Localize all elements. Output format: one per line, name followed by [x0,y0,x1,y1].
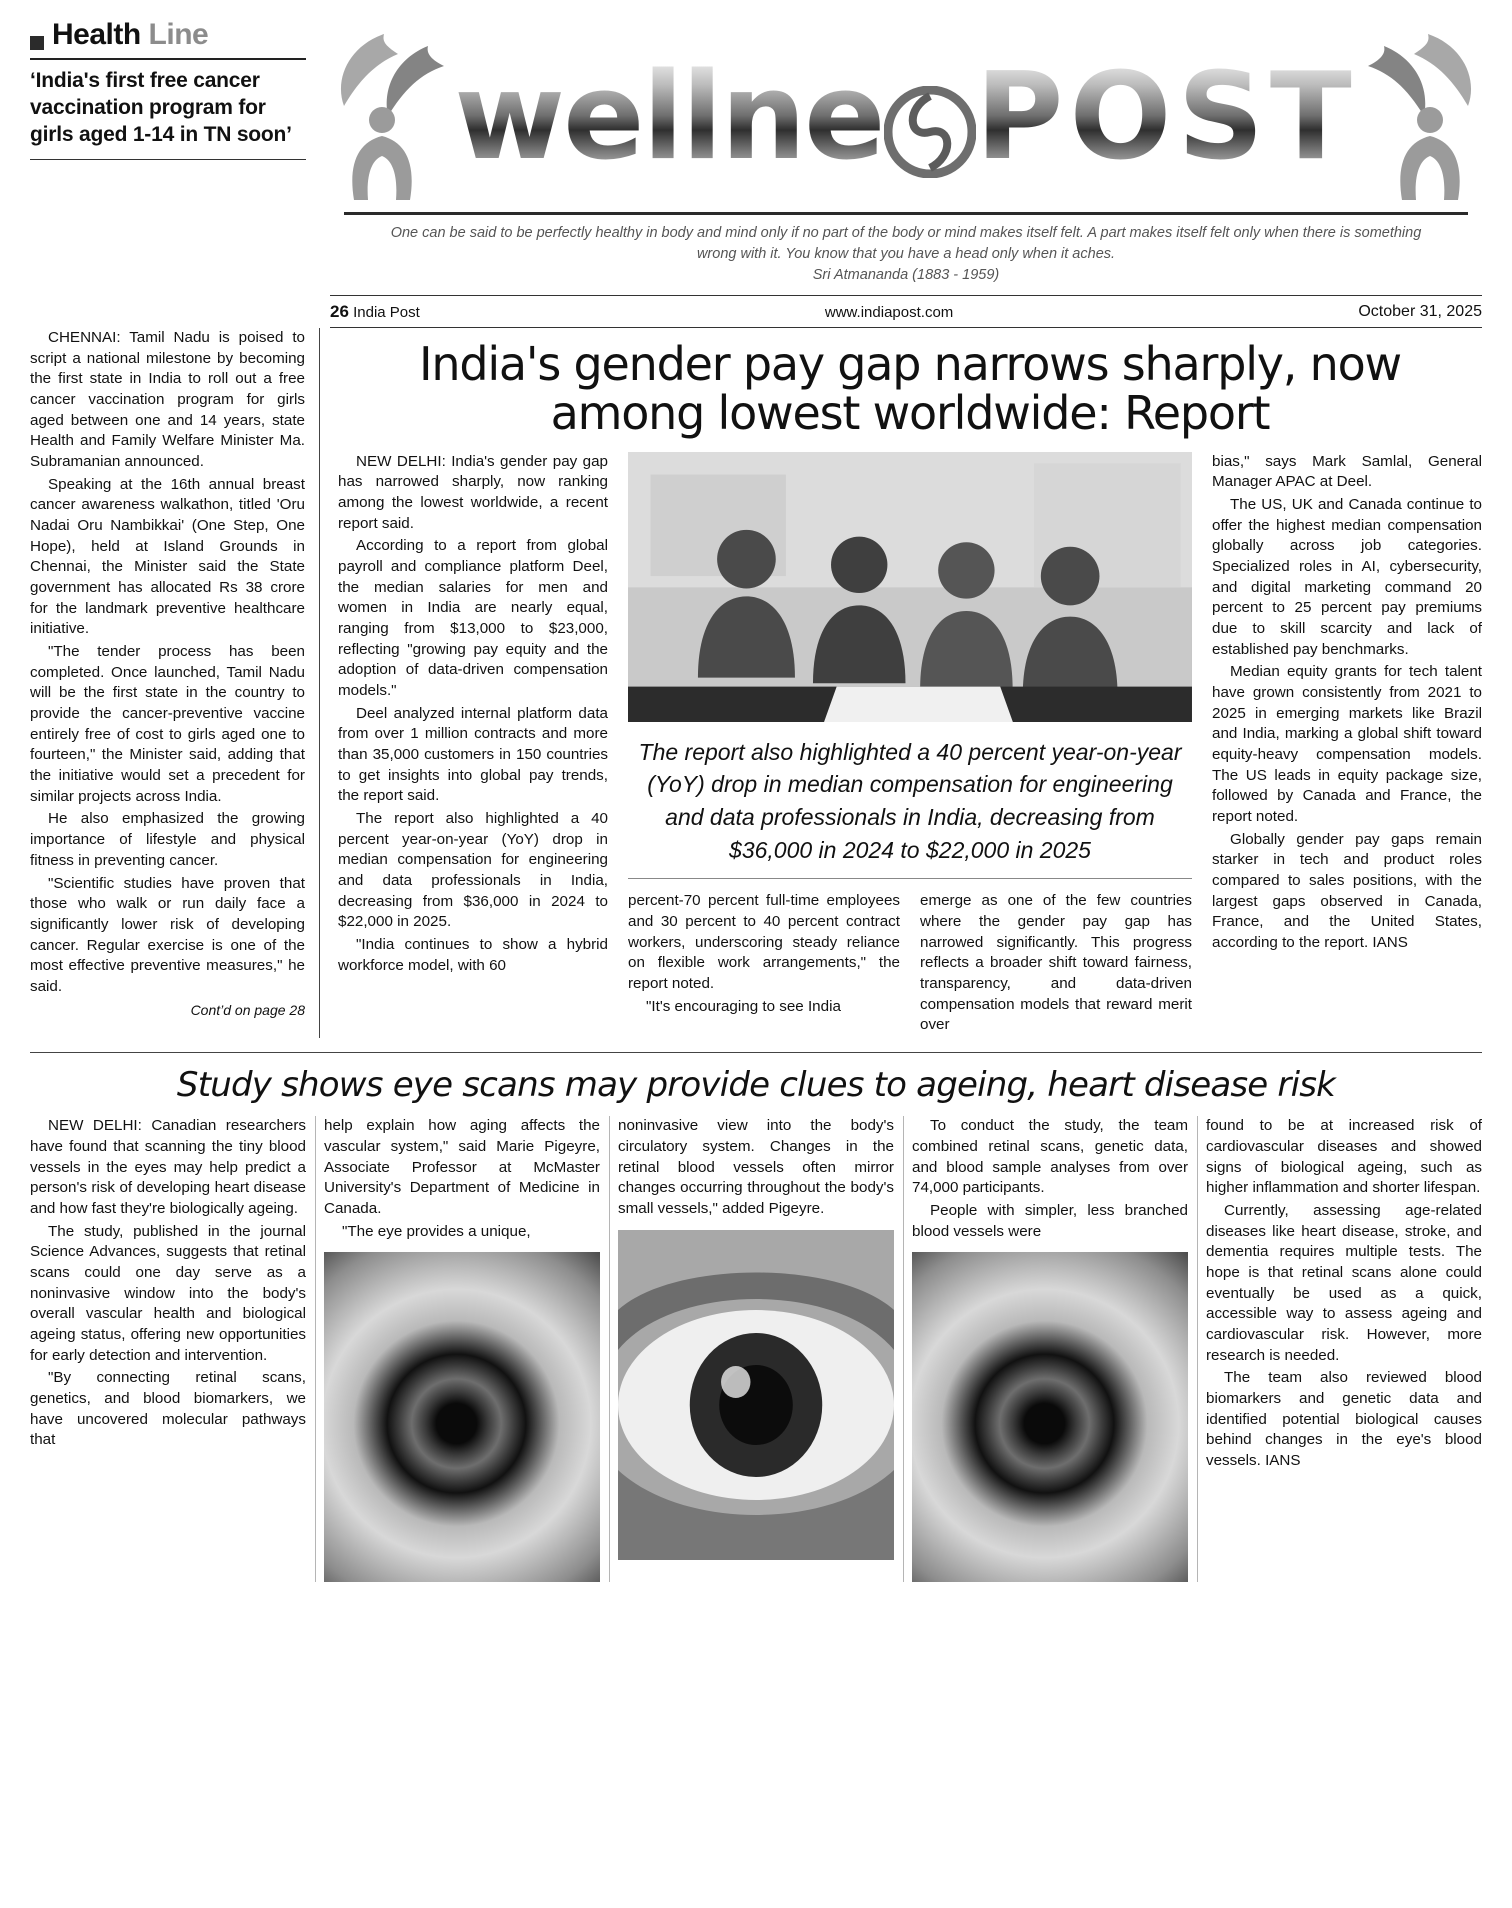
square-bullet-icon [30,36,44,50]
paragraph: CHENNAI: Tamil Nadu is poised to script a national milestone by becoming the first state in India to roll out a free cancer vaccination program for girls aged between one and 14 years, state Health and Family Welfare Minister Ma. Subramanian announced. [30,329,305,471]
paragraph: found to be at increased risk of cardiovascular diseases and showed signs of biological ageing, such as higher inflammation and shorter lifespan. [1206,1117,1482,1197]
folio-bar [330,295,1482,328]
main-headline: India's gender pay gap narrows sharply, now among lowest worldwide: Report [419,337,1401,440]
bottom-column-2 [324,1116,600,1582]
bottom-column-1 [30,1116,306,1582]
article-photo [628,452,1192,722]
leaf-swirl-icon [884,86,976,178]
paragraph: NEW DELHI: India's gender pay gap has narrowed sharply, now ranking among the lowest worldwide, a recent report said. [338,452,608,532]
section-label-light: Line [148,18,209,51]
paragraph: Deel analyzed internal platform data from over 1 million contracts and more than 35,000 customers in 150 countries to get insights into global pay trends, the report said. [338,704,608,805]
paragraph: bias," says Mark Samlal, General Manager APAC at Deel. [1212,452,1482,491]
page-body [30,328,1482,1038]
logo-wordmark [454,48,1358,187]
pull-quote: The report also highlighted a 40 percent year-on-year (YoY) drop in median compensation for engineering and data professionals in India, decreasing from $36,000 in 2024 to $22,000 in 2025 [628,736,1192,880]
paragraph: The team also reviewed blood biomarkers and genetic data and identified potential biological causes behind changes in the eye's blood vessels. IANS [1206,1369,1482,1469]
paragraph: "The eye provides a unique, [342,1222,531,1240]
paragraph: "Scientific studies have proven that those who walk or run daily face a significantly lower risk of developing cancer. Regular exercise is one of the most effective preventive measures," he said. [30,874,305,995]
left-article [30,328,320,1038]
main-subcolumns [628,891,1192,1038]
main-column-1 [338,452,608,1038]
paragraph: NEW DELHI: Canadian researchers have found that scanning the tiny blood vessels in the eyes may help predict a person's risk of developing heart disease and how fast they're biologically ageing. [30,1117,306,1217]
main-column-2 [628,452,1192,1038]
continued-note: Cont’d on page 28 [190,1001,305,1018]
paragraph: According to a report from global payroll and compliance platform Deel, the median salaries for men and women in India are nearly equal, ranging from $13,000 to $23,000, reflecting "growing pay equity and the adoption of data-driven compensation models." [338,537,608,699]
paragraph: He also emphasized the growing importance of lifestyle and physical fitness in preventing cancer. [30,810,305,869]
main-column-3 [1212,452,1482,1038]
paragraph: help explain how aging affects the vascular system," said Marie Pigeyre, Associate Professor at McMaster University's Department of Medicine in Canada. [324,1117,600,1217]
paragraph: "The tender process has been completed. Once launched, Tamil Nadu will be the first state in the country to provide the cancer-preventive vaccine entirely free of cost to girls aged one to fourteen," the Minister said, adding that the initiative would set a precedent for similar projects across India. [30,643,305,805]
eye-illustration [618,1230,894,1560]
logo-word-wellness: wellne [454,48,884,187]
page-number: 26 [330,302,349,322]
paragraph: The report also highlighted a 40 percent year-on-year (YoY) drop in median compensation for engineering and data professionals in India, decreasing from $36,000 in 2024 to $22,000 in 2025. [338,809,608,931]
bottom-article [30,1052,1482,1582]
section-label-bold: Health [52,18,141,51]
main-article-columns [338,452,1482,1038]
bottom-column-5 [1206,1116,1482,1582]
paragraph: Currently, assessing age-related diseases like heart disease, stroke, and dementia requires multiple tests. The hope is that retinal scans alone could eventually be used as a quick, accessible way to assess ageing and cardiovascular risk. However, more research is needed. [1206,1201,1482,1364]
wellness-post-logo [330,18,1482,218]
paragraph: Median equity grants for tech talent have grown consistently from 2021 to 2025 in emerging markets like Brazil and India, marking a global shift toward equity-heavy compensation models. The US leads in equity package size, followed by Canada and France, the report noted. [1212,663,1482,825]
paragraph: The US, UK and Canada continue to offer the highest median compensation globally across job categories. Specialized roles in AI, cybersecurity, and digital marketing command 20 percent to 25 percent pay premiums due to skill scarcity and lack of established pay benchmarks. [1212,495,1482,658]
masthead-quote: One can be said to be perfectly healthy in body and mind only if no part of the body or mind makes itself felt. A part makes itself felt only when there is something wrong with it. You know that you have a head only when it aches. [390,225,1422,263]
section-label [30,18,306,52]
paragraph: Speaking at the 16th annual breast cancer awareness walkathon, titled 'Oru Nadai Oru Nambikkai' (One Step, One Hope), held at Island Grounds in Chennai, the Minister said the State government has allocated Rs 38 crore for the landmark preventive healthcare initiative. [30,475,305,638]
leaf-figure-left-icon [324,24,474,214]
bottom-article-columns [30,1116,1482,1582]
publication-name: India Post [353,304,420,322]
eye-photo [618,1230,894,1560]
paragraph: "By connecting retinal scans, genetics, and blood biomarkers, we have uncovered molecular pathways that [30,1369,306,1449]
leaf-figure-right-icon [1338,24,1488,214]
divider [30,58,306,60]
paragraph: emerge as one of the few countries where the gender pay gap has narrowed significantly. This progress reflects a broader shift toward fairness, transparency, and data-driven compensation models that reward merit over [920,892,1192,1034]
paragraph: The study, published in the journal Science Advances, suggests that retinal scans could one day serve as a noninvasive window into the body's overall vascular health and biological ageing status, offering new opportunities for early detection and intervention. [30,1222,306,1364]
paragraph: People with simpler, less branched blood vessels were [912,1201,1188,1240]
bottom-headline: Study shows eye scans may provide clues to ageing, heart disease risk [176,1064,1336,1105]
paragraph: Globally gender pay gaps remain starker in tech and product roles compared to sales positions, with the largest gaps observed in Canada, France, and the United States, according to the report. IANS [1212,830,1482,951]
paragraph: "India continues to show a hybrid workforce model, with 60 [338,935,608,974]
masthead-quote-attribution: Sri Atmananda (1883 - 1959) [812,267,1000,284]
brand-column [320,18,1482,328]
divider [30,159,306,160]
paragraph: percent-70 percent full-time employees and 30 percent to 40 percent contract workers, underscoring steady reliance on flexible work arrangements," the report noted. [628,892,900,992]
divider [344,212,1468,215]
paragraph: "It's encouraging to see India [646,997,841,1015]
paragraph: To conduct the study, the team combined retinal scans, genetic data, and blood sample analyses from over 74,000 participants. [912,1117,1188,1197]
eye-photo-right-part [912,1252,1188,1582]
website-url[interactable]: www.indiapost.com [824,303,954,321]
main-column-2b [920,891,1192,1038]
issue-date: October 31, 2025 [1358,303,1482,321]
masthead [30,18,1482,328]
bottom-column-3 [618,1116,894,1582]
health-line-headline: ‘India's first free cancer vaccination program for girls aged 1-14 in TN soon’ [30,69,292,146]
paragraph: noninvasive view into the body's circulatory system. Changes in the retinal blood vessels often mirror changes occurring throughout the body's small vessels," added Pigeyre. [618,1117,894,1217]
eye-photo-left-part [324,1252,600,1582]
folio-left [330,302,420,322]
bottom-column-4 [912,1116,1188,1582]
logo-word-post: POST [975,48,1358,187]
main-article [320,328,1482,1038]
health-line-column [30,18,320,166]
main-column-2a [628,891,900,1038]
office-team-illustration [628,452,1192,722]
